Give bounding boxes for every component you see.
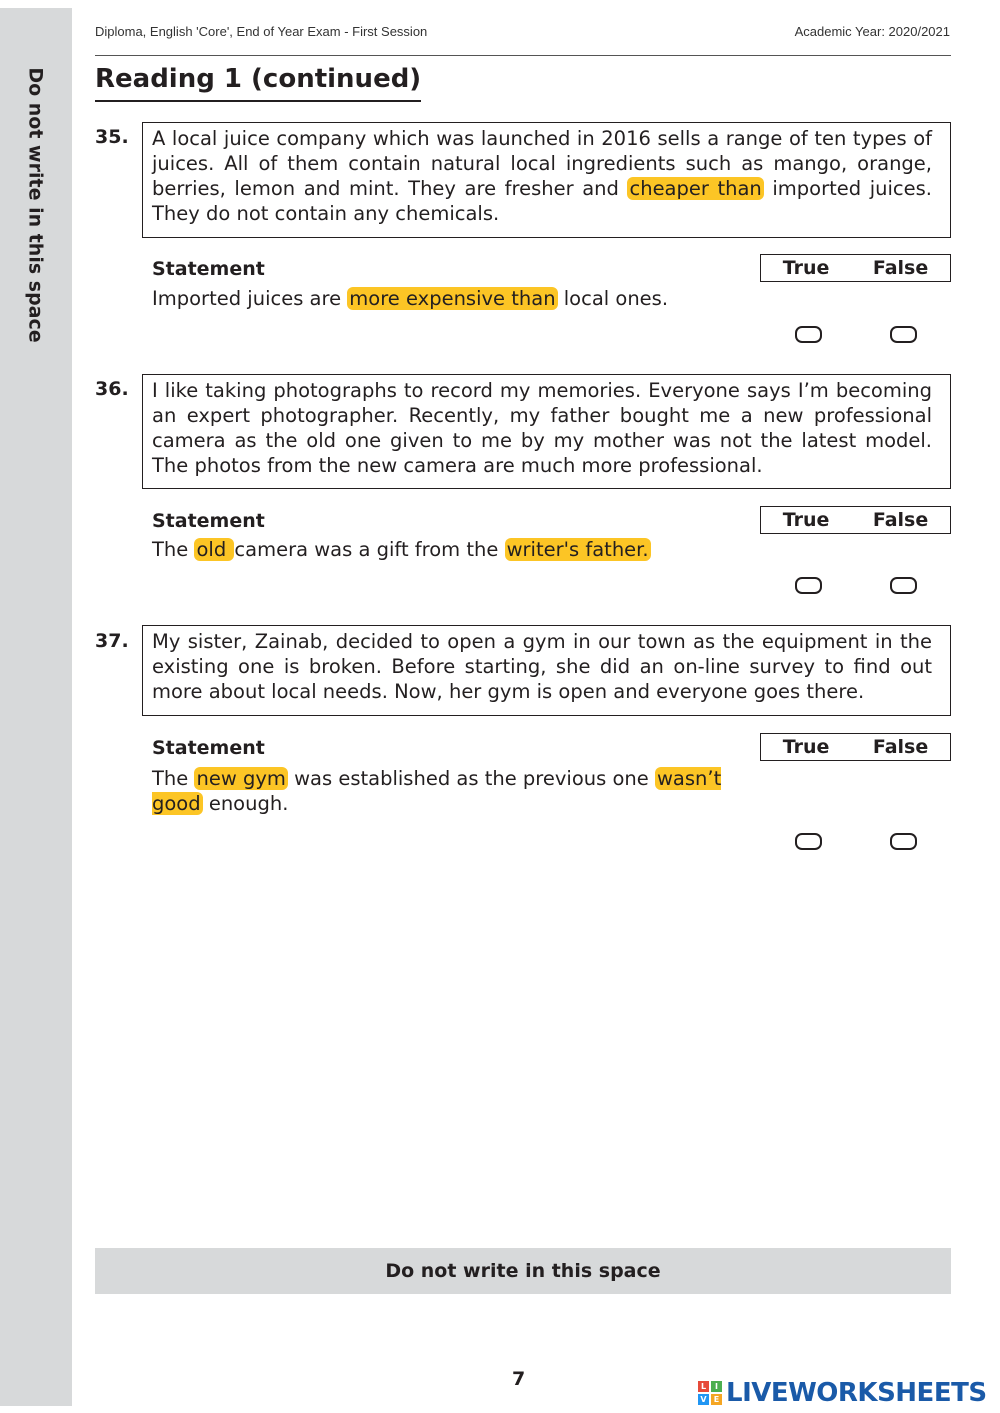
highlight: writer's father. xyxy=(506,538,649,561)
true-false-header xyxy=(760,254,951,282)
true-label: True xyxy=(782,257,830,279)
header-academic-year: Academic Year: 2020/2021 xyxy=(794,24,950,39)
true-false-header xyxy=(760,733,951,761)
statement-text xyxy=(152,537,772,562)
header-rule xyxy=(95,55,951,56)
header-exam-info: Diploma, English 'Core', End of Year Exam - First Session xyxy=(95,24,428,39)
highlight: new gym xyxy=(196,767,286,790)
false-answer-bubble[interactable] xyxy=(890,833,917,850)
statement-label: Statement xyxy=(152,258,265,280)
true-answer-bubble[interactable] xyxy=(795,577,822,594)
true-label: True xyxy=(782,509,830,531)
passage-text: I like taking photographs to record my memories. Everyone says I’m becoming an expert photographer. Recently, my father bought me a new professional camera as the old one given to me by my mother was not the latest model. The photos from the new camera are much more professional. xyxy=(152,379,932,477)
highlight: old xyxy=(196,538,233,561)
liveworksheets-logo[interactable] xyxy=(698,1378,987,1408)
false-label: False xyxy=(872,509,929,531)
false-label: False xyxy=(872,736,929,758)
question-number: 35. xyxy=(95,126,129,148)
highlight: wasn’t good xyxy=(152,767,722,815)
passage-text: imported juices. They do not contain any chemicals. xyxy=(152,177,932,225)
passage-text: A local juice company which was launched in 2016 sells a range of ten types of juices. All of them contain natural local ingredients such as mango, orange, berries, lemon and mint. They are fresher and xyxy=(152,127,932,200)
false-answer-bubble[interactable] xyxy=(890,577,917,594)
logo-square: I xyxy=(711,1381,722,1392)
logo-square: E xyxy=(711,1394,722,1405)
margin-note xyxy=(12,67,60,343)
passage-box xyxy=(142,374,951,489)
statement-part: The xyxy=(152,767,195,790)
false-answer-bubble[interactable] xyxy=(890,326,917,343)
true-answer-bubble[interactable] xyxy=(795,833,822,850)
passage-box xyxy=(142,122,951,238)
statement-label: Statement xyxy=(152,737,265,759)
question-number: 36. xyxy=(95,378,129,400)
passage-box xyxy=(142,625,951,716)
highlight: more expensive than xyxy=(349,287,556,310)
true-false-header xyxy=(760,506,951,534)
statement-part: camera was a gift from the xyxy=(234,538,505,561)
do-not-write-band xyxy=(95,1248,951,1294)
do-not-write-text: Do not write in this space xyxy=(385,1260,661,1282)
statement-part: was established as the previous one xyxy=(287,767,655,790)
statement-part: enough. xyxy=(202,792,289,815)
logo-square: V xyxy=(698,1394,709,1405)
statement-part: local ones. xyxy=(557,287,669,310)
page-number: 7 xyxy=(512,1368,526,1390)
section-title: Reading 1 (continued) xyxy=(95,64,421,102)
highlight: cheaper than xyxy=(629,177,762,200)
statement-text xyxy=(152,286,772,311)
logo-squares-icon xyxy=(698,1381,722,1405)
passage-text: My sister, Zainab, decided to open a gym in our town as the equipment in the existing one is broken. Before starting, she did an on-line survey to find out more about local needs. Now, her gym is open and everyone goes there. xyxy=(152,630,932,703)
statement-part: The xyxy=(152,538,195,561)
question-number: 37. xyxy=(95,630,129,652)
false-label: False xyxy=(872,257,929,279)
statement-label: Statement xyxy=(152,510,265,532)
statement-text xyxy=(152,766,772,816)
margin-note-text: Do not write in this space xyxy=(25,67,48,343)
true-label: True xyxy=(782,736,830,758)
logo-square: L xyxy=(698,1381,709,1392)
true-answer-bubble[interactable] xyxy=(795,326,822,343)
logo-text: LIVEWORKSHEETS xyxy=(726,1378,987,1408)
statement-part: Imported juices are xyxy=(152,287,348,310)
